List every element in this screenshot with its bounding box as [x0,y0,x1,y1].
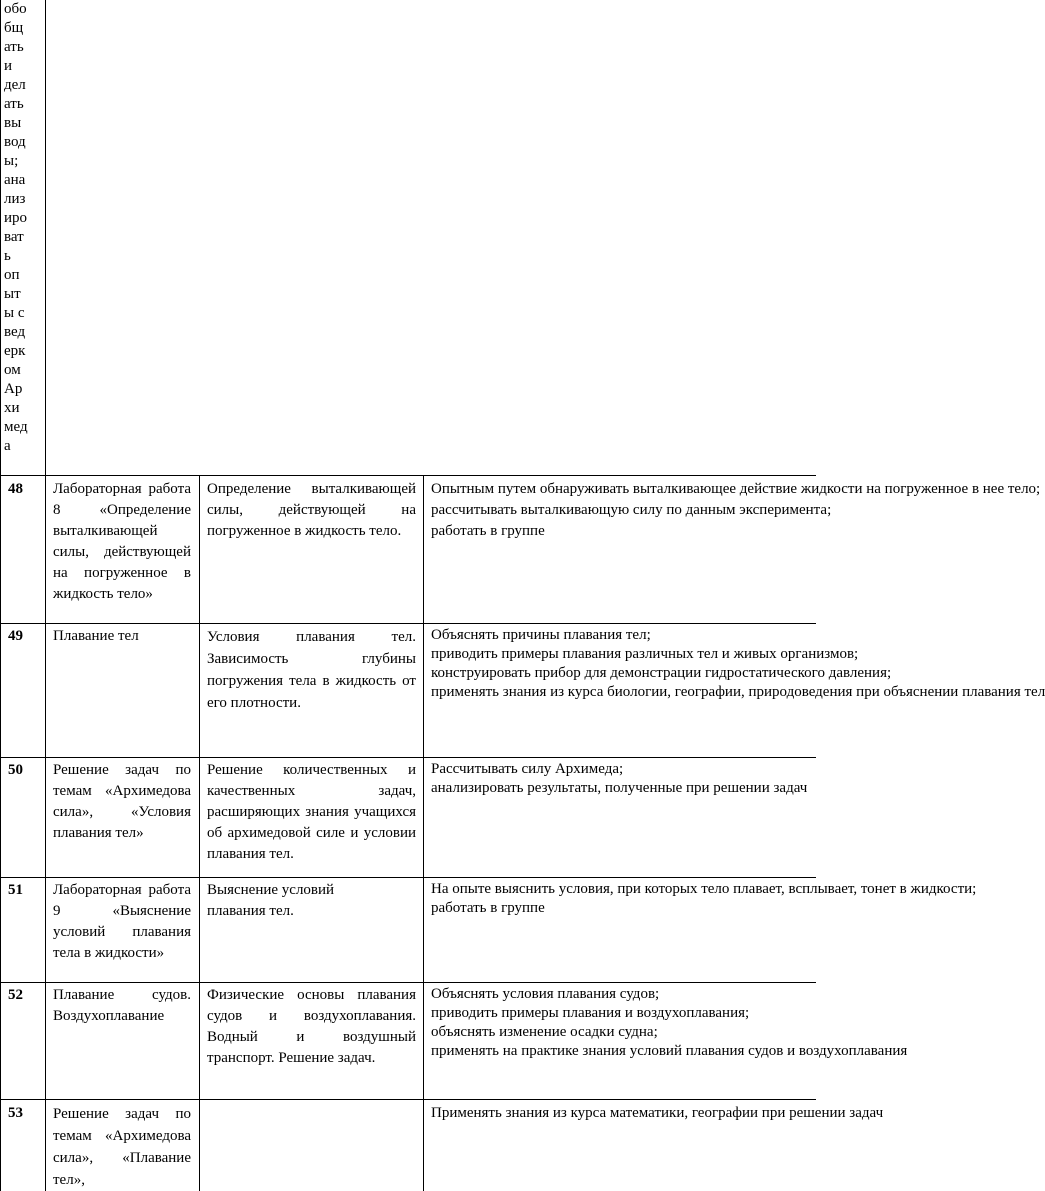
row-border [0,877,816,878]
row-number: 53 [8,1105,23,1121]
row-topic: Плавание тел [53,628,139,644]
row-content: Выяснение условий плавания тел. [207,882,335,919]
activity-line: На опыте выяснить условия, при которых тело плавает, всплывает, тонет в жидкости; [431,881,977,897]
row-border [0,982,816,983]
activity-line: конструировать прибор для демонстрации гидростатического давления; [431,665,892,681]
table-border-col3 [423,475,424,1191]
activity-line: Объяснять условия плавания судов; [431,986,660,1002]
table-border-left [0,0,1,1191]
row-topic: Решение задач по темам «Архимедова сила», «Условия плавания тел» [53,762,191,841]
activity-line: Объяснять причины плавания тел; [431,627,651,643]
row-border [0,475,816,476]
row-border [0,1099,816,1100]
activity-line: приводить примеры плавания различных тел и живых организмов; [431,646,859,662]
activity-line: Опытным путем обнаруживать выталкивающее действие жидкости на погруженное в нее тело; [431,481,1041,497]
row-number: 48 [8,481,23,497]
row-content: Определение выталкивающей силы, действующей на погруженное в жидкость тело. [207,481,416,539]
activity-line: анализировать результаты, полученные при решении задач [431,780,808,796]
row-topic: Лабораторная работа 9 «Выяснение условий плавания тела в жидкости» [53,882,191,961]
activity-line: работать в группе [431,523,545,539]
row-activities [431,985,908,1061]
row-content: Физические основы плавания судов и воздухоплавания. Водный и воздушный транспорт. Решение задач. [207,987,416,1066]
row-number: 51 [8,882,23,898]
row-number: 52 [8,987,23,1003]
row-border [0,757,816,758]
activity-line: применять на практике знания условий плавания судов и воздухоплавания [431,1043,908,1059]
row-number: 49 [8,628,23,644]
row-number: 50 [8,762,23,778]
activity-line: применять знания из курса биологии, географии, природоведения при объяснении плавания тел [431,684,1045,700]
table-border-col1 [45,0,46,1191]
table-border-col2 [199,475,200,1191]
row-activities [431,626,1045,702]
row-topic: Плавание судов. Воздухоплавание [53,987,191,1024]
row-topic: Решение задач по темам «Архимедова сила», «Плавание тел», [53,1106,191,1188]
row-activities [431,479,1041,542]
row-activities [431,880,977,918]
row-content: Решение количественных и качественных задач, расширяющих знания учащихся об архимедовой силе и условии плавания тел. [207,762,416,862]
activity-line: Применять знания из курса математики, географии при решении задач [431,1105,884,1121]
row-topic: Лабораторная работа 8 «Определение выталкивающей силы, действующей на погруженное в жидкость тело» [53,481,191,602]
activity-line: рассчитывать выталкивающую силу по данным эксперимента; [431,502,832,518]
continued-cell-text: обо бщ ать и дел ать вы вод ы; ана лиз иро ват ь оп ыт ы с вед ерк ом Ар хи мед а [4,1,28,454]
row-activities [431,760,816,798]
activity-line: объяснять изменение осадки судна; [431,1024,658,1040]
row-border [0,623,816,624]
activity-line: приводить примеры плавания и воздухоплавания; [431,1005,750,1021]
activity-line: Рассчитывать силу Архимеда; [431,761,624,777]
row-content: Условия плавания тел. Зависимость глубины погружения тела в жидкость от его плотности. [207,629,416,711]
row-activities [431,1103,884,1124]
activity-line: работать в группе [431,900,545,916]
